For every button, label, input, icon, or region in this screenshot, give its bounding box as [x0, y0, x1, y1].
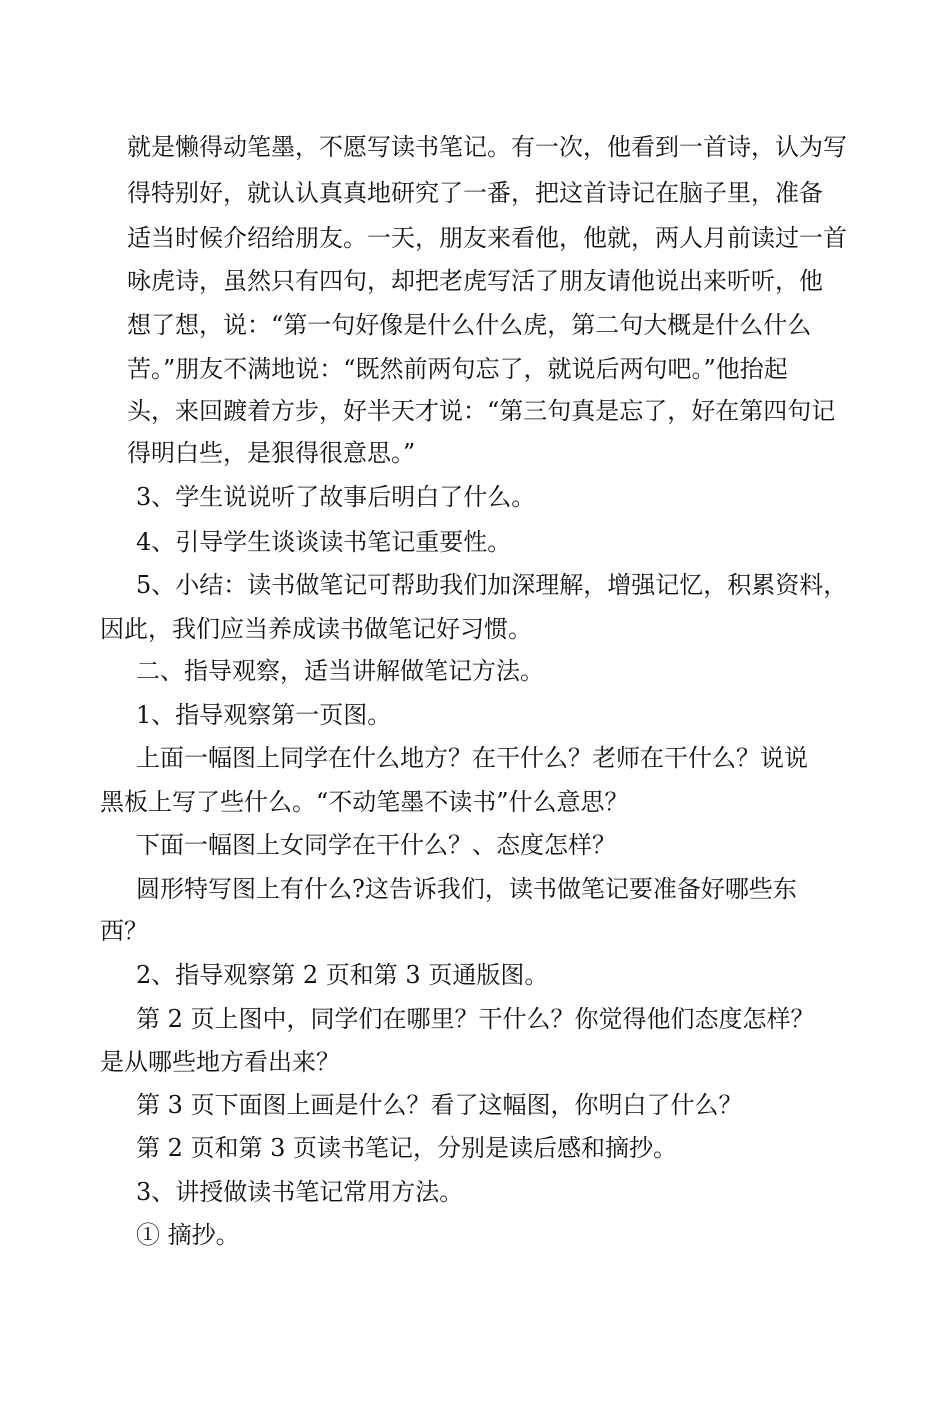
text-line: 想了想，说：“第一句好像是什么什么虎，第二句大概是什么什么: [127, 311, 812, 339]
list-item: 3、讲授做读书笔记常用方法。: [136, 1178, 464, 1206]
text-line: 就是懒得动笔墨，不愿写读书笔记。有一次，他看到一首诗，认为写: [127, 133, 847, 161]
text-line: 适当时候介绍给朋友。一天，朋友来看他，他就，两人月前读过一首: [127, 224, 847, 252]
list-item: 1、指导观察第一页图。: [136, 701, 392, 729]
text-line: 是从哪些地方看出来？: [100, 1048, 340, 1076]
text-line: 头，来回踱着方步，好半天才说：“第三句真是忘了，好在第四句记: [127, 397, 836, 425]
text-line: 西？: [100, 917, 148, 945]
text-line: 圆形特写图上有什么?这告诉我们，读书做笔记要准备好哪些东: [136, 875, 797, 903]
text-line: 苦。”朋友不满地说：“既然前两句忘了，就说后两句吧。”他抬起: [127, 355, 788, 383]
text-line: 因此，我们应当养成读书做笔记好习惯。: [100, 615, 532, 643]
list-item: ① 摘抄。: [136, 1221, 240, 1249]
list-item: 3、学生说说听了故事后明白了什么。: [136, 483, 536, 511]
text-line: 黑板上写了些什么。“不动笔墨不读书”什么意思？: [100, 788, 629, 816]
list-item: 5、小结：读书做笔记可帮助我们加深理解，增强记忆，积累资料，: [136, 571, 848, 599]
text-line: 得特别好，就认认真真地研究了一番，把这首诗记在脑子里，准备: [127, 179, 823, 207]
text-line: 下面一幅图上女同学在干什么？、态度怎样？: [136, 831, 616, 859]
text-line: 得明白些，是狠得很意思。”: [127, 439, 416, 467]
text-line: 第 3 页下面图上画是什么？看了这幅图，你明白了什么？: [136, 1091, 743, 1119]
list-item: 2、指导观察第 2 页和第 3 页通版图。: [136, 961, 549, 989]
text-line: 咏虎诗，虽然只有四句，却把老虎写活了朋友请他说出来听听，他: [127, 267, 823, 295]
text-line: 第 2 页和第 3 页读书笔记，分别是读后感和摘抄。: [136, 1134, 678, 1162]
list-item: 4、引导学生谈谈读书笔记重要性。: [136, 528, 512, 556]
section-heading: 二、指导观察，适当讲解做笔记方法。: [136, 657, 544, 685]
text-line: 第 2 页上图中，同学们在哪里？干什么？你觉得他们态度怎样？: [136, 1005, 815, 1033]
text-line: 上面一幅图上同学在什么地方？在干什么？老师在干什么？说说: [136, 744, 808, 772]
